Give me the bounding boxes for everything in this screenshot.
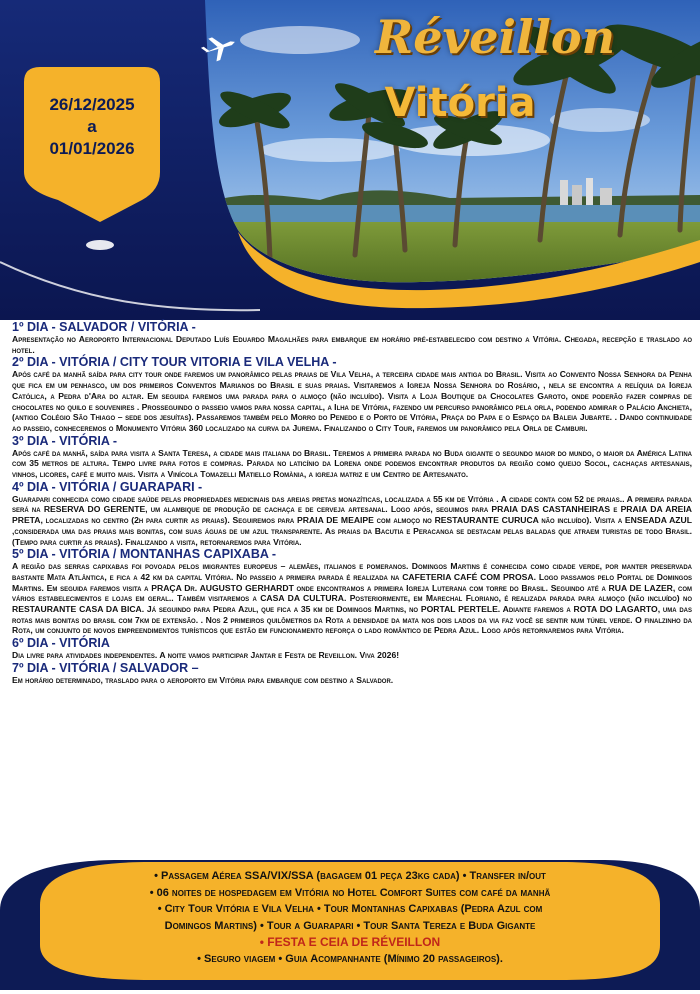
day-description: Guarapari conhecida como cidade saúde pelas propriedades medicinais das areias pretas monazíticas, localizada a 55 km de Vitória . A cidade conta com 52 de praias.. A primeira parada será na RESERVA DO GERENTE, um alambique de produção de cachaça e de cerveja artesanal. Logo após, seguimos para PRAIA DAS CASTANHEIRAS e PRAIA DA AREIA PRETA, localizadas no centro (2h para curtir as praias). Seguiremos para PRAIA DE MEAIPE com almoço no RESTAURANTE CURUCA não incluído). Visita a ENSEADA AZUL ,considerada uma das praias mais bonitas, com suas águas de um azul transparente. As praias da Bacutia e Peracanga se destacam pelas baladas que atraem turistas de todo Brasil. (Tempo para curtir as praias). Finalizando a visita, retornaremos para Vitória.: [12, 493, 692, 547]
day-4: [12, 481, 692, 548]
includes-line: Domingos Martins) • Tour a Guarapari • Tour Santa Tereza e Buda Gigante: [164, 919, 536, 932]
title-reveillon: Réveillon: [374, 10, 616, 64]
includes-line: • City Tour Vitória e Vila Velha • Tour Montanhas Capixabas (Pedra Azul com: [157, 903, 543, 915]
day-title: 7º DIA - VITÓRIA / SALVADOR –: [12, 660, 199, 675]
day-7: [12, 662, 692, 686]
day-title: 2º DIA - VITÓRIA / CITY TOUR VITORIA E VILA VELHA -: [12, 355, 337, 370]
day-title: 1º DIA - SALVADOR / VITÓRIA -: [12, 320, 196, 334]
includes-highlight: • FESTA E CEIA DE RÉVEILLON: [259, 935, 441, 949]
includes-line: • 06 noites de hospedagem em Vitória no Hotel Comfort Suites com café da manhã: [149, 886, 551, 899]
day-title: 5º DIA - VITÓRIA / MONTANHAS CAPIXABA -: [12, 547, 277, 562]
day-3: [12, 435, 692, 480]
day-description: A região das serras capixabas foi povoada pelos imigrantes europeus – alemães, italianos e pomeranos. Domingos Martins é conhecida como cidade verde, por manter preservada bastante Mata Atlântica, e fica a 42 km da capital Vitória. No passeio a primeira parada é realizada na CAFETERIA CAFÉ COM PROSA. Logo passamos pelo Portal de Domingos Martins. Em seguida faremos visita a PRAÇA Dr. AUGUSTO GERHARDT onde encontramos a primeira Igreja Luterana com torre do Brasil. Seguindo até a RUA DE LAZER, com vários estabelecimentos e lojas em geral.. Também visitaremos a CASA DA CULTURA. Posteriormente, em Marechal Floriano, é realizada parada para almoço (não incluído) no RESTAURANTE CASA DA BICA. Já seguindo para Pedra Azul, que fica a 35 km de Domingos Martins, no PORTAL PERTELE. Adiante faremos a ROTA DO LAGARTO, uma das rotas mais bonitas do brasil com 7km de extensão. . Nos 2 primeiros quilômetros da Rota a densidade da mata nos dois lados da via faz você se sentir num túnel verde. O finalzinho da Rota, um conjunto de novos empreendimentos turísticos que estão em funcionamento reforça o lado romântico de Pedra Azul. Logo após retornaremos para Vitória.: [12, 561, 692, 636]
includes-list: [60, 868, 640, 967]
title-vitoria: Vitória: [384, 80, 536, 126]
day-description: Apresentação no Aeroporto Internacional Deputado Luís Eduardo Magalhães para embarque em horário pré-estabelecido com destino a Vitória. Chegada, recepção e traslado ao hotel.: [12, 334, 692, 355]
date-badge: [28, 70, 156, 220]
day-title: 4º DIA - VITÓRIA / GUARAPARI -: [12, 479, 203, 494]
includes-line: • Seguro viagem • Guia Acompanhante (Mínimo 20 passageiros).: [197, 952, 503, 965]
day-description: Em horário determinado, traslado para o aeroporto em Vitória para embarque com destino a Salvador.: [12, 674, 394, 685]
day-title: 6º DIA - VITÓRIA: [12, 636, 110, 651]
day-description: Após café da manhã saída para city tour onde faremos um panorâmico pelas praias de Vila Velha, a terceira cidade mais antiga do Brasil. Visita ao Convento Nossa Senhora da Penha que fica em um penhasco, um dos primeiros Conventos Marianos do Brasil e suas praias. Visitaremos a Igreja Nossa Senhora do Rosário, , nela se encontra a relíquia da Igreja Católica, a Pedra d'Ara do altar. Em seguida faremos uma parada para o almoço (não incluído). Visita a Loja Boutique da Chocolates Garoto, onde poderão fazer compras de chocolates no quilo e souvenires . Prosseguindo o passeio vamos para nossa capital, a Ilha de Vitória, fazendo um percurso panorâmico pela orla, podendo admirar o Palácio Anchieta, (antigo Colégio São Thiago – sede dos jesuítas). Passaremos também pelo Morro do Penedo e o Porto de Vitória, Praça do Papa e o Espaço da Baleia Jubarte. . Dando continuidade ao passeio, conheceremos o Monumento Vitória 360 localizado na curva da Jurema. Finalizando o City Tour, faremos um panorâmico pela Orla de Camburi.: [12, 369, 692, 433]
day-1: [12, 321, 692, 355]
date-end: 01/01/2026: [49, 139, 135, 158]
itinerary: [12, 321, 692, 687]
hero-banner: [0, 0, 700, 320]
day-2: [12, 356, 692, 433]
date-separator: a: [87, 117, 97, 136]
date-start: 26/12/2025: [49, 95, 135, 114]
includes-line: • Passagem Aérea SSA/VIX/SSA (bagagem 01 peça 23kg cada) • Transfer in/out: [154, 870, 546, 882]
day-6: [12, 637, 692, 661]
day-5: [12, 548, 692, 636]
day-title: 3º DIA - VITÓRIA -: [12, 433, 118, 448]
day-description: Dia livre para atividades independentes. A noite vamos participar Jantar e Festa de Reveillon. Viva 2026!: [12, 650, 400, 661]
day-description: Após café da manhã, saída para visita a Santa Teresa, a cidade mais italiana do Brasil. Teremos a primeira parada no Buda gigante o segundo maior do mundo, o maior da América Latina com 35 metros de altura. Tempo livre para fotos e compras. Parada no laticínio da Lorena onde podemos encontrar produtos da região como queijo Socol, cachaças artesanais, vinhos, licores, café e muito mais. Visita a Vinícola Tomazelli Matiello Romània, a igreja matriz e um Centro de Artesanato.: [12, 447, 692, 480]
